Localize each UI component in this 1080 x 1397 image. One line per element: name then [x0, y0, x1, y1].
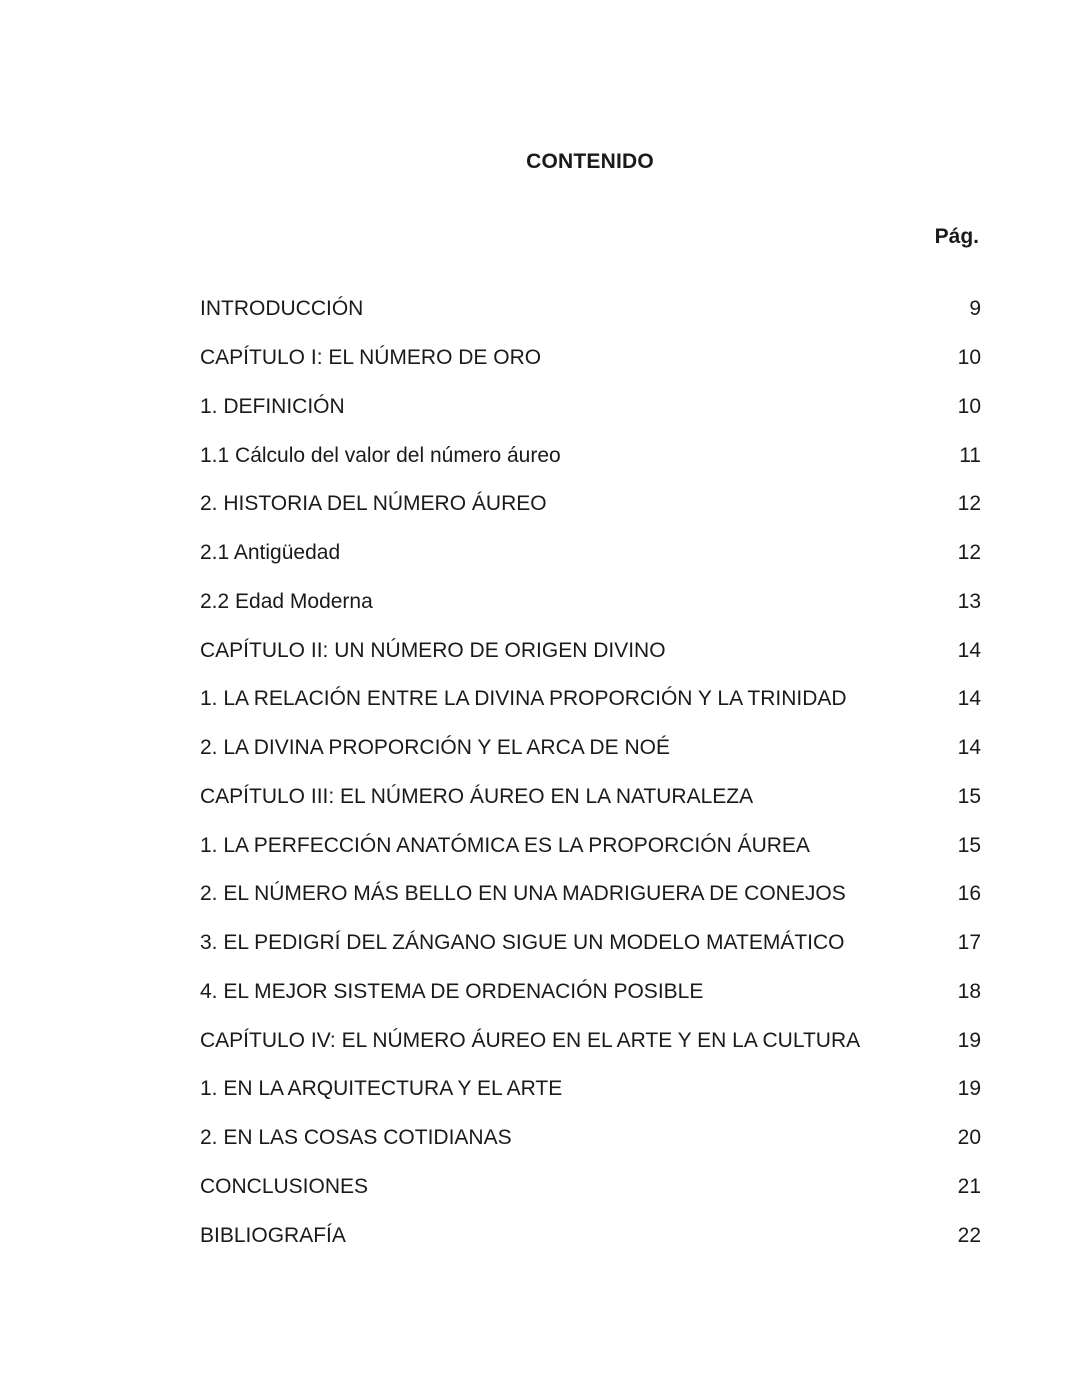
toc-entry-label: 4. EL MEJOR SISTEMA DE ORDENACIÓN POSIBLE: [200, 979, 704, 1003]
toc-entry-page: 19: [957, 1028, 981, 1052]
table-of-contents: [200, 285, 981, 1260]
toc-entry-label: INTRODUCCIÓN: [200, 297, 364, 321]
toc-entry-page: 16: [957, 882, 981, 906]
toc-entry: [200, 870, 981, 919]
toc-entry: [200, 285, 981, 334]
toc-entry: [200, 724, 981, 773]
toc-entry-page: 15: [957, 784, 981, 808]
toc-entry-page: 14: [957, 736, 981, 760]
toc-entry: [200, 334, 981, 383]
toc-entry-label: 2.2 Edad Moderna: [200, 589, 373, 613]
toc-entry-label: 2. EN LAS COSAS COTIDIANAS: [200, 1126, 512, 1150]
toc-entry-label: 1.1 Cálculo del valor del número áureo: [200, 443, 561, 467]
toc-entry: [200, 383, 981, 432]
toc-entry-label: CAPÍTULO I: EL NÚMERO DE ORO: [200, 346, 542, 370]
toc-entry-label: CONCLUSIONES: [200, 1174, 369, 1198]
toc-entry-label: CAPÍTULO IV: EL NÚMERO ÁUREO EN EL ARTE Y EN LA CULTURA: [200, 1028, 861, 1052]
toc-entry-page: 21: [957, 1174, 981, 1198]
toc-entry: [200, 773, 981, 822]
toc-entry-page: 18: [957, 979, 981, 1003]
toc-entry: [200, 480, 981, 529]
toc-entry-label: 2. EL NÚMERO MÁS BELLO EN UNA MADRIGUERA DE CONEJOS: [200, 882, 846, 906]
toc-entry: [200, 821, 981, 870]
toc-entry: [200, 431, 981, 480]
toc-entry-page: 12: [957, 541, 981, 565]
toc-entry-label: 1. EN LA ARQUITECTURA Y EL ARTE: [200, 1077, 563, 1101]
toc-entry: [200, 1114, 981, 1163]
toc-entry-page: 9: [969, 297, 981, 321]
toc-entry: [200, 919, 981, 968]
toc-entry-page: 17: [957, 931, 981, 955]
toc-entry-page: 15: [957, 833, 981, 857]
toc-entry: [200, 1016, 981, 1065]
toc-entry-page: 14: [957, 638, 981, 662]
toc-entry-label: 2.1 Antigüedad: [200, 541, 341, 565]
page-column-header: Pág.: [934, 225, 979, 248]
toc-entry-label: 2. LA DIVINA PROPORCIÓN Y EL ARCA DE NOÉ: [200, 736, 670, 760]
toc-entry-label: CAPÍTULO III: EL NÚMERO ÁUREO EN LA NATURALEZA: [200, 784, 754, 808]
toc-entry-label: 1. LA PERFECCIÓN ANATÓMICA ES LA PROPORCIÓN ÁUREA: [200, 833, 810, 857]
toc-entry: [200, 529, 981, 578]
toc-entry-page: 12: [957, 492, 981, 516]
toc-entry-page: 10: [957, 394, 981, 418]
toc-entry: [200, 626, 981, 675]
toc-entry-page: 22: [957, 1223, 981, 1247]
toc-entry: [200, 968, 981, 1017]
toc-entry: [200, 1163, 981, 1212]
toc-entry-page: 20: [957, 1126, 981, 1150]
toc-entry-page: 10: [957, 346, 981, 370]
toc-entry: [200, 1065, 981, 1114]
page-title: CONTENIDO: [526, 150, 654, 173]
toc-entry-page: 13: [957, 589, 981, 613]
toc-entry-label: BIBLIOGRAFÍA: [200, 1223, 346, 1247]
toc-entry-label: 1. DEFINICIÓN: [200, 394, 345, 418]
toc-entry-page: 14: [957, 687, 981, 711]
toc-entry: [200, 578, 981, 627]
toc-entry-label: CAPÍTULO II: UN NÚMERO DE ORIGEN DIVINO: [200, 638, 666, 662]
toc-entry-label: 1. LA RELACIÓN ENTRE LA DIVINA PROPORCIÓN Y LA TRINIDAD: [200, 687, 847, 711]
toc-entry-label: 2. HISTORIA DEL NÚMERO ÁUREO: [200, 492, 547, 516]
toc-entry: [200, 675, 981, 724]
toc-entry-page: 19: [957, 1077, 981, 1101]
toc-entry-page: 11: [959, 443, 981, 467]
toc-entry: [200, 1211, 981, 1260]
toc-entry-label: 3. EL PEDIGRÍ DEL ZÁNGANO SIGUE UN MODELO MATEMÁTICO: [200, 931, 845, 955]
